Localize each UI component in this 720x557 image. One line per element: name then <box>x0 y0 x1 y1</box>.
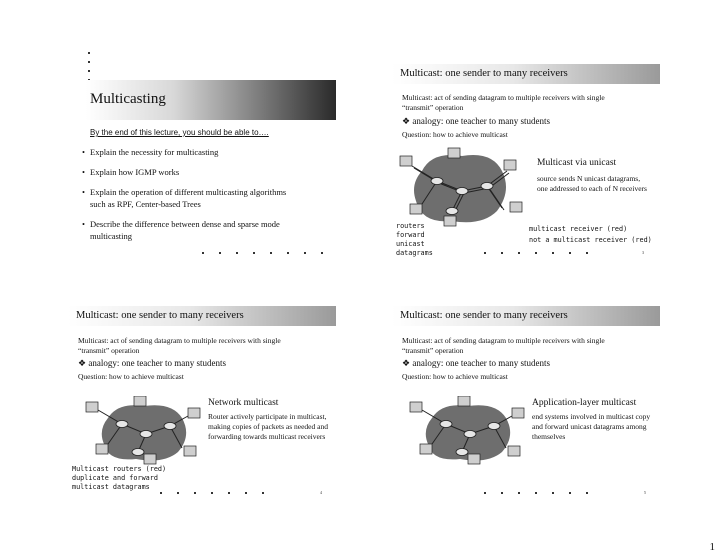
label-routers: routers forward unicast datagrams <box>396 222 433 257</box>
method-subtitle: Application-layer multicast <box>532 398 637 408</box>
slide-title: Multicast: one sender to many receivers <box>400 310 568 321</box>
router-icon <box>481 183 493 190</box>
router-icon <box>164 423 176 430</box>
method-description: Router actively participate in multicast, making copies of packets as needed and forwarding towards multicast receivers <box>208 412 328 441</box>
footer-dots <box>484 492 588 494</box>
computer-icon <box>410 204 422 214</box>
slide-number: 3 <box>642 250 644 255</box>
slide-4 <box>392 300 662 500</box>
computer-icon <box>448 148 460 158</box>
router-icon <box>140 431 152 438</box>
question-text: Question: how to achieve multicast <box>402 372 508 381</box>
router-icon <box>440 421 452 428</box>
computer-icon <box>510 202 522 212</box>
computer-icon <box>512 408 524 418</box>
router-icon <box>116 421 128 428</box>
computer-icon <box>458 396 470 406</box>
slide-title-bar <box>392 306 660 326</box>
slide-1 <box>68 50 338 250</box>
footer-dots <box>160 492 264 494</box>
footer-dots <box>202 252 323 254</box>
label-multicast-routers: Multicast routers (red) duplicate and forward multicast datagrams <box>72 465 167 491</box>
question-text: Question: how to achieve multicast <box>402 130 508 139</box>
slide-title-bar <box>86 80 336 120</box>
computer-icon <box>400 156 412 166</box>
router-icon <box>132 449 144 456</box>
router-icon <box>446 208 458 215</box>
definition-text: Multicast: act of sending datagram to multiple receivers with single “transmit” operation <box>402 336 605 355</box>
router-icon <box>431 178 443 185</box>
computer-icon <box>420 444 432 454</box>
computer-icon <box>86 402 98 412</box>
question-text: Question: how to achieve multicast <box>78 372 184 381</box>
router-icon <box>464 431 476 438</box>
analogy-text: ❖ analogy: one teacher to many students <box>78 358 227 368</box>
analogy-text: ❖ analogy: one teacher to many students <box>402 358 551 368</box>
computer-icon <box>508 446 520 456</box>
computer-icon <box>410 402 422 412</box>
slide-number: 4 <box>320 490 322 495</box>
method-subtitle: Multicast via unicast <box>537 158 617 168</box>
bullet-4: • Describe the difference between dense and sparse mode multicasting <box>90 218 305 242</box>
definition-text: Multicast: act of sending datagram to multiple receivers with single “transmit” operation <box>402 93 605 112</box>
label-receiver: multicast receiver (red) <box>529 225 628 233</box>
slide-3 <box>68 300 338 500</box>
computer-icon <box>96 444 108 454</box>
slide-2 <box>392 50 662 257</box>
network-diagram <box>84 396 204 466</box>
router-icon <box>456 449 468 456</box>
router-icon <box>488 423 500 430</box>
slide-title: Multicasting <box>90 91 166 107</box>
computer-icon <box>468 454 480 464</box>
computer-icon <box>188 408 200 418</box>
definition-text: Multicast: act of sending datagram to multiple receivers with single “transmit” operation <box>78 336 281 355</box>
computer-icon <box>504 160 516 170</box>
slide-title: Multicast: one sender to many receivers <box>76 310 244 321</box>
footer-dots <box>484 252 588 254</box>
slide-title-bar <box>392 64 660 84</box>
analogy-text: ❖ analogy: one teacher to many students <box>402 116 551 126</box>
bullet-1: • Explain the necessity for multicasting <box>90 146 320 158</box>
bullet-3: • Explain the operation of different multicasting algorithms such as RPF, Center-based Trees <box>90 186 290 210</box>
slide-number: 5 <box>644 490 646 495</box>
network-diagram <box>392 146 532 230</box>
computer-icon <box>134 396 146 406</box>
network-diagram <box>408 396 528 466</box>
method-description: end systems involved in multicast copy and forward unicast datagrams among themselves <box>532 412 651 441</box>
sheet-page-number: 1 <box>709 541 715 553</box>
method-description: source sends N unicast datagrams, one addressed to each of N receivers <box>537 174 647 193</box>
computer-icon <box>184 446 196 456</box>
method-subtitle: Network multicast <box>208 398 279 408</box>
slide-title: Multicast: one sender to many receivers <box>400 68 568 79</box>
router-icon <box>456 188 468 195</box>
slide-intro: By the end of this lecture, you should be able to…. <box>90 128 269 137</box>
label-not-receiver: not a multicast receiver (red) <box>529 236 652 244</box>
bullet-2: • Explain how IGMP works <box>90 166 320 178</box>
slide-title-bar <box>68 306 336 326</box>
computer-icon <box>144 454 156 464</box>
